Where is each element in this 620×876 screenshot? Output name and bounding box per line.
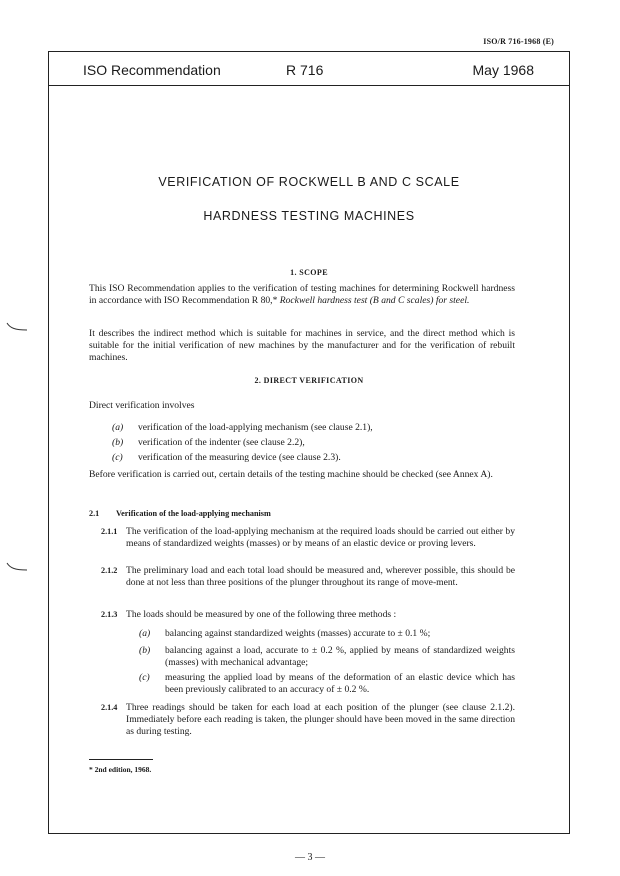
item-text: verification of the measuring device (see clause 2.3). — [138, 452, 341, 463]
clause-number: 2.1.4 — [101, 703, 118, 712]
item-label: (a) — [112, 422, 124, 433]
direct-intro: Direct verification involves — [89, 400, 195, 411]
title-line-1: VERIFICATION OF ROCKWELL B AND C SCALE — [158, 175, 460, 189]
clause-text: Three readings should be taken for each load at each position of the plunger (see clause 2.1.2). Immediately before each reading is taken, the plunger should have been moved in the same direction as during testing. — [126, 702, 515, 737]
page-number: — 3 — — [295, 852, 325, 863]
method-label: (a) — [139, 628, 151, 639]
clause-number: 2.1.2 — [101, 566, 118, 575]
footnote: * 2nd edition, 1968. — [89, 765, 152, 774]
before-verification-text: Before verification is carried out, certain details of the testing machine should be checked (see Annex A). — [89, 469, 493, 480]
scope-paragraph-2: It describes the indirect method which is suitable for machines in service, and the direct method which is suitable for the initial verification of new machines by the manufacturer and for the verification of rebuilt machines. — [89, 328, 515, 363]
item-text: verification of the load-applying mechanism (see clause 2.1), — [138, 422, 373, 433]
document-reference: ISO/R 716-1968 (E) — [483, 37, 554, 46]
header-date: May 1968 — [472, 62, 534, 78]
direct-heading: 2. DIRECT VERIFICATION — [254, 376, 364, 385]
header-bar — [49, 52, 569, 86]
section-title: Verification of the load-applying mechanism — [116, 509, 271, 518]
margin-mark — [6, 322, 28, 332]
method-text: measuring the applied load by means of the deformation of an elastic device which has been previously calibrated to an accuracy of ± 0.2 %. — [165, 672, 515, 695]
item-text: verification of the indenter (see clause 2.2), — [138, 437, 305, 448]
clause-number: 2.1.1 — [101, 527, 118, 536]
method-label: (b) — [139, 645, 151, 656]
header-number: R 716 — [286, 62, 324, 78]
scope-text: This ISO Recommendation applies to the verification of testing machines for determining Rockwell hardness in accordance with ISO Recommendation R 80,* — [89, 283, 515, 306]
page-frame — [48, 51, 570, 834]
clause-number: 2.1.3 — [101, 610, 118, 619]
clause-text: The loads should be measured by one of the following three methods : — [126, 609, 397, 620]
method-text: balancing against standardized weights (masses) accurate to ± 0.1 %; — [165, 628, 431, 639]
method-text: balancing against a load, accurate to ± 0.2 %, applied by means of standardized weights (masses) with mechanical advantage; — [165, 645, 515, 668]
clause-text: The verification of the load-applying mechanism at the required loads should be carried out either by means of standardized weights (masses) or by means of an elastic device or proving levers. — [126, 526, 515, 549]
margin-mark — [6, 562, 28, 572]
title-line-2: HARDNESS TESTING MACHINES — [203, 209, 415, 223]
clause-text: The preliminary load and each total load should be measured and, wherever possible, this should be done at not less than three positions of the plunger throughout its range of move-ment. — [126, 565, 515, 588]
method-label: (c) — [139, 672, 150, 683]
scope-paragraph-1 — [89, 283, 515, 307]
scope-heading: 1. SCOPE — [290, 268, 328, 277]
scope-italic-title: Rockwell hardness test (B and C scales) for steel. — [279, 295, 470, 306]
header-left: ISO Recommendation — [83, 62, 221, 78]
item-label: (c) — [112, 452, 123, 463]
item-label: (b) — [112, 437, 124, 448]
footnote-rule — [89, 759, 153, 760]
section-number: 2.1 — [89, 509, 100, 518]
